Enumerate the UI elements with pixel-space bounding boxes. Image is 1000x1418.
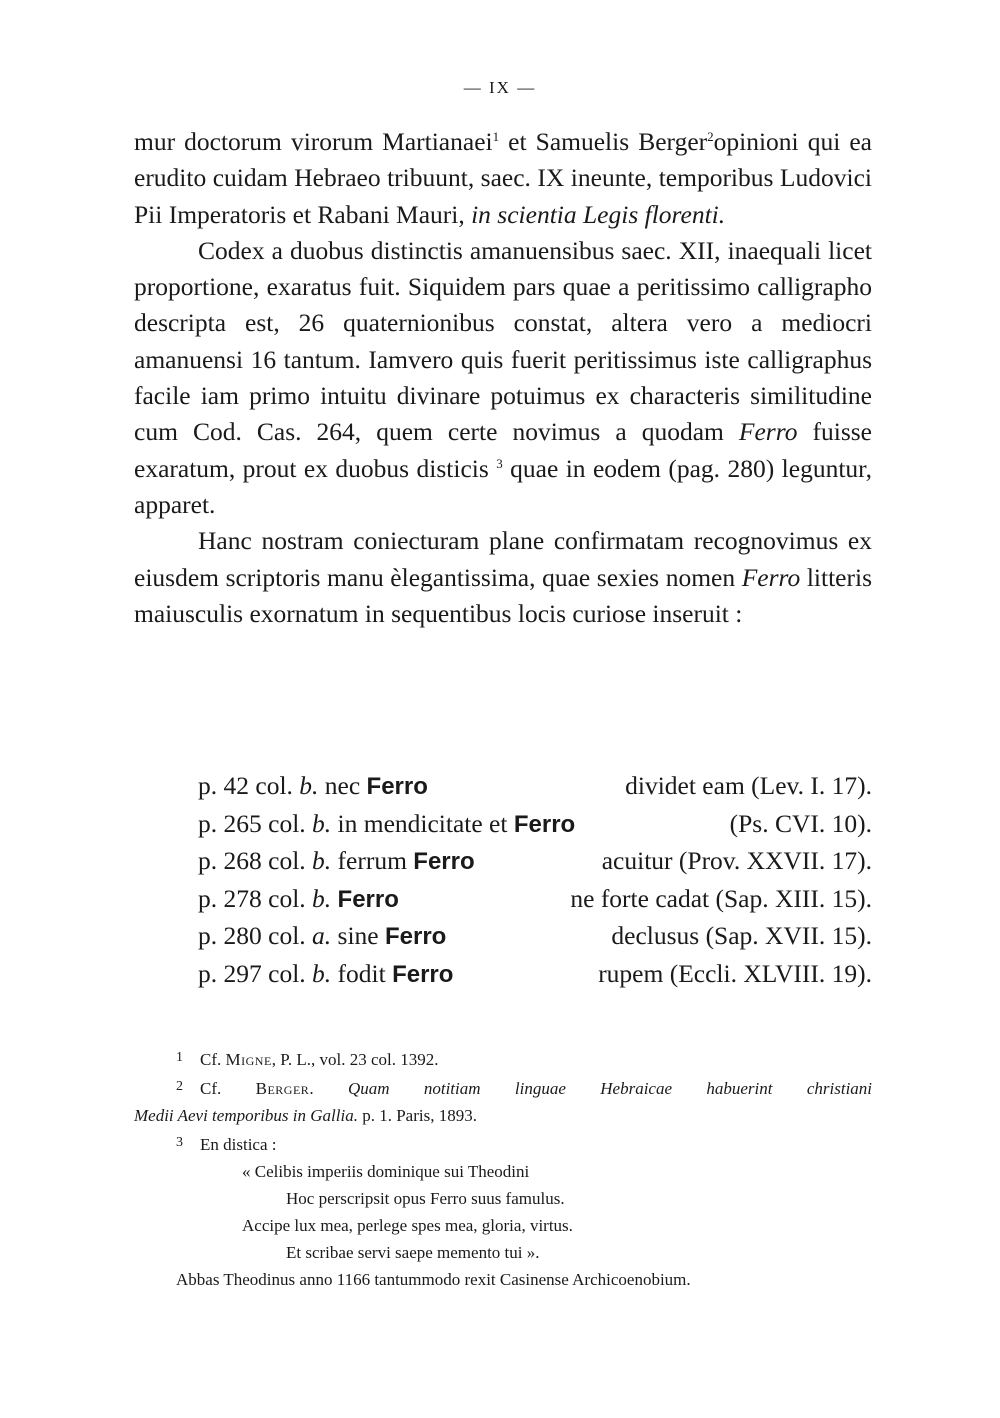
ferro-highlight: Ferro: [366, 773, 428, 800]
ferro-highlight: Ferro: [384, 923, 447, 951]
page-number: — IX —: [463, 78, 537, 97]
verse-line: Hoc perscripsit opus Ferro suus famulus.: [286, 1189, 565, 1208]
verse-line: « Celibis imperiis dominique sui Theodini: [242, 1162, 530, 1181]
paragraph-2: Codex a duobus distinctis amanuensibus saec. XII, inaequali licet proportione, exaratus fuit. Siquidem pars quae a peritissimo calligrapho descripta est, 26 quaternionibus constat, altera vero a mediocri amanuensi 16 tantum. Iamvero quis fuerit peritissimus iste calligraphus facile iam primo intuitu divinare potuimus ex characteris similitudine cum Cod. Cas. 264, quem certe novimus a quodam Ferro fuisse exaratum, prout ex duobus disticis $^3$ quae in eodem (pag. 280) leguntur, apparet.: [134, 235, 872, 519]
italic-phrase: in scientia Legis florenti.: [471, 199, 726, 229]
ferro-highlight: Ferro: [413, 848, 475, 876]
verse-line: Et scribae servi saepe memento tui ».: [286, 1243, 540, 1262]
ferro-highlight: Ferro: [513, 810, 576, 838]
footnote-ref-3[interactable]: 3: [496, 455, 503, 471]
footnote-2-continued: Medii Aevi temporibus in Gallia. p. 1. Paris, 1893.: [134, 1106, 477, 1125]
footnote-ref-2[interactable]: 2: [707, 129, 714, 144]
paragraph-3: Hanc nostram coniecturam plane confirmatam recognovimus ex eiusdem scriptoris manu èlegantissima, quae sexies nomen Ferro litteris maiusculis exornatum in sequentibus locis curiose inseruit :: [134, 526, 872, 628]
paragraph-1: mur doctorum virorum Martianaei$^1$ et Samuelis Berger$^2$opinioni qui ea erudito cuidam Hebraeo tribuunt, saec. IX ineunte, temporibus Ludovici Pii Imperatoris et Rabani Mauri, in scientia Legis florenti.: [134, 127, 872, 229]
locus-row: p. 280 col. a. sine Ferro declusus (Sap. XVII. 15).: [198, 921, 872, 951]
ferro-highlight: Ferro: [392, 960, 454, 988]
locus-row: p. 265 col. b. in mendicitate et Ferro (Ps. CVI. 10).: [198, 808, 872, 838]
locus-row: p. 278 col. b. Ferro ne forte cadat (Sap. XIII. 15).: [198, 883, 872, 913]
locus-row: p. 42 col. b. nec Ferro dividet eam (Lev. I. 17).: [198, 771, 872, 800]
verse-line: Accipe lux mea, perlege spes mea, gloria, virtus.: [242, 1216, 573, 1235]
footnote-ref-1[interactable]: 1: [492, 129, 500, 144]
loci-list: [198, 768, 872, 994]
italic-name-ferro: Ferro: [738, 417, 798, 447]
main-text: [134, 124, 872, 632]
footnote-2: 2 Cf. Berger. Quam notitiam linguae Hebraicae habuerint christiani: [176, 1079, 873, 1098]
ferro-highlight: Ferro: [337, 885, 399, 913]
locus-row: p. 297 col. b. fodit Ferro rupem (Eccli. XLVIII. 19).: [198, 958, 872, 988]
locus-row: p. 268 col. b. ferrum Ferro acuitur (Prov. XXVII. 17).: [198, 846, 872, 876]
footnote-3-closing: Abbas Theodinus anno 1166 tantummodo rexit Casinense Archicoenobium.: [176, 1270, 691, 1289]
footnotes: [134, 1044, 872, 1293]
footnote-3: 3 En distica :: [176, 1135, 277, 1154]
italic-name-ferro: Ferro: [741, 562, 801, 592]
footnote-1: 1 Cf. Migne, P. L., vol. 23 col. 1392.: [176, 1050, 439, 1069]
